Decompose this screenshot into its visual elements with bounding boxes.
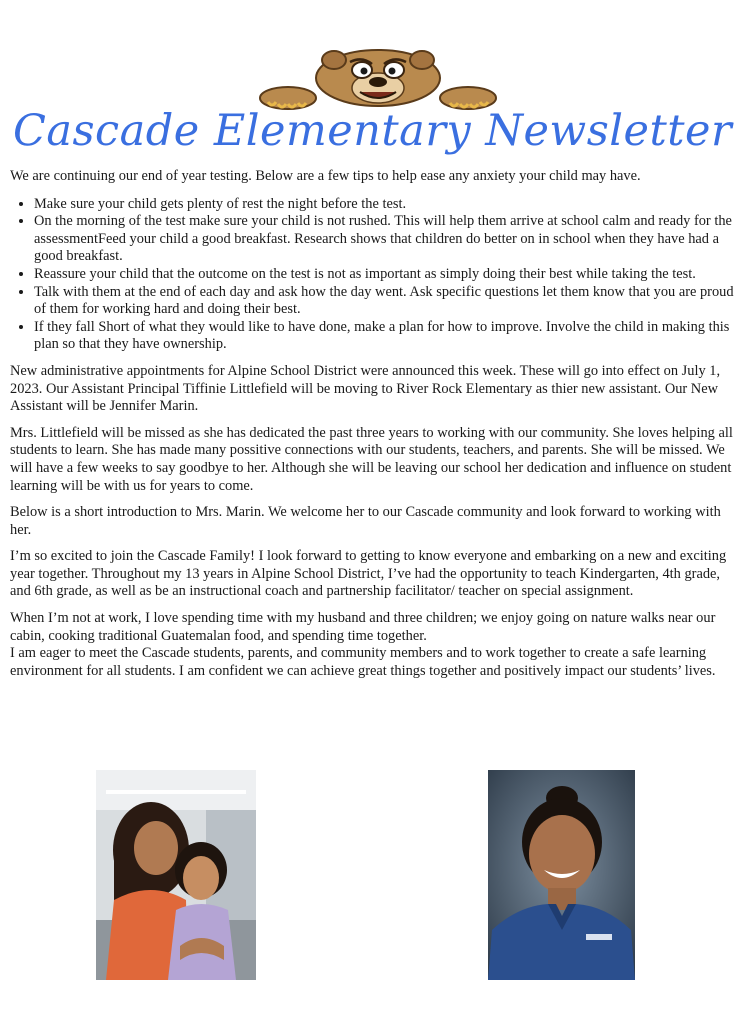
newsletter-title: Cascade Elementary Newsletter: [12, 106, 733, 156]
tip-item: • On the morning of the test make sure your child is not rushed. This will help them arrive at school calm and ready for the assessmentFeed your child a good breakfast. Research shows that children do better on in school when they have had a good breakfast.: [34, 213, 737, 266]
mother-and-daughter-photo: [96, 770, 256, 980]
marin-goals-paragraph: I am eager to meet the Cascade students, parents, and community members and to work together to create a safe learning environment for all students. I am confident we can achieve great things together and positively impact our students’ lives.: [10, 645, 716, 679]
tip-item: • Talk with them at the end of each day and ask how the day went. Ask specific questions let them know that you are proud of them for working hard and doing their best.: [34, 284, 737, 319]
portrait-photo: [488, 770, 635, 980]
marin-family-paragraph: When I’m not at work, I love spending time with my husband and three children; we enjoy going on nature walks near our cabin, cooking traditional Guatemalan food, and spending time together.: [10, 610, 716, 644]
tip-item: • If they fall Short of what they would like to have done, make a plan for how to improve. Involve the child in making this plan so that they have ownership.: [34, 319, 737, 354]
cougar-mascot-icon: [258, 48, 498, 112]
tip-item: • Make sure your child gets plenty of rest the night before the test.: [34, 196, 737, 214]
appointments-paragraph: New administrative appointments for Alpine School District were announced this week. These will go into effect on July 1, 2023. Our Assistant Principal Tiffinie Littlefield will be moving to River Rock Elementary as thier new assistant. Our New Assistant will be Jennifer Marin.: [10, 362, 721, 415]
testing-tips-list: [10, 196, 737, 354]
tip-item: • Reassure your child that the outcome on the test is not as important as simply doing their best while taking the test.: [34, 266, 737, 284]
newsletter-body: [10, 168, 737, 680]
intro-paragraph: We are continuing our end of year testing. Below are a few tips to help ease any anxiety your child may have.: [10, 168, 641, 184]
introduction-paragraph: Below is a short introduction to Mrs. Marin. We welcome her to our Cascade community and look forward to working with her.: [10, 504, 721, 538]
marin-welcome-paragraph: I’m so excited to join the Cascade Family! I look forward to getting to know everyone and embarking on a new and exciting year together. Throughout my 13 years in Alpine School District, I’ve had the opportunity to teach Kindergarten, 4th grade, and 6th grade, as well as be an instructional coach and partnership facilitator/ teacher on special assignment.: [10, 548, 727, 600]
littlefield-paragraph: Mrs. Littlefield will be missed as she has dedicated the past three years to working with our community. She loves helping all students to learn. She has made many possitive connections with our students, teachers, and parents. She will be missed. We will have a few weeks to say goodbye to her. Although she will be leaving our school her dedication and influence on student learning will be with us for years to come.: [10, 424, 733, 494]
